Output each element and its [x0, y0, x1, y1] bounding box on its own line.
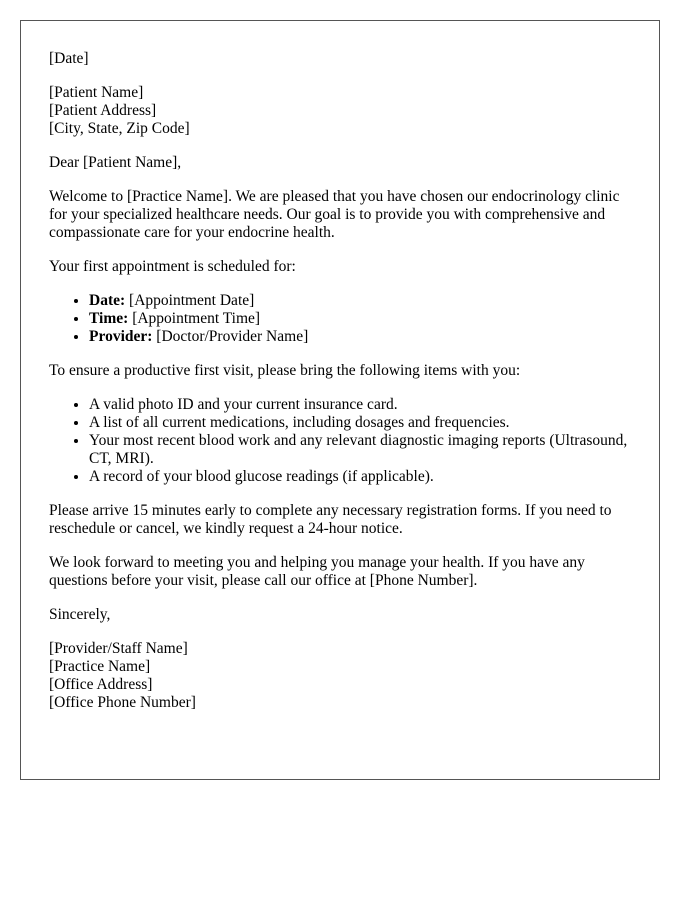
list-item: • A list of all current medications, including dosages and frequencies.: [89, 414, 631, 432]
appointment-time-item: [89, 310, 631, 328]
appointment-intro: Your first appointment is scheduled for:: [49, 258, 296, 275]
appointment-time-value: [Appointment Time]: [128, 310, 261, 327]
bring-items-intro: To ensure a productive first visit, please bring the following items with you:: [49, 362, 521, 379]
recipient-address: [Patient Address]: [49, 102, 157, 119]
recipient-address-block: [49, 84, 631, 138]
list-item: • A valid photo ID and your current insurance card.: [89, 396, 631, 414]
arrival-note: Please arrive 15 minutes early to complete any necessary registration forms. If you need to reschedule or cancel, we kindly request a 24-hour notice.: [49, 502, 612, 537]
signature-staff-name: [Provider/Staff Name]: [49, 640, 188, 657]
intro-paragraph: Welcome to [Practice Name]. We are pleased that you have chosen our endocrinology clinic for your specialized healthcare needs. Our goal is to provide you with comprehensive and compassionate care for your endocrine health.: [49, 188, 620, 241]
letter-date: [Date]: [49, 50, 89, 67]
appointment-time-label: Time:: [89, 310, 129, 327]
signature-block: [49, 640, 631, 712]
list-item: • A record of your blood glucose readings (if applicable).: [89, 468, 631, 486]
appointment-date-value: [Appointment Date]: [125, 292, 255, 309]
appointment-date-label: Date:: [89, 292, 126, 309]
recipient-name: [Patient Name]: [49, 84, 144, 101]
letter-page: [20, 20, 660, 780]
signature-practice-name: [Practice Name]: [49, 658, 151, 675]
list-item: • Your most recent blood work and any relevant diagnostic imaging reports (Ultrasound, CT, MRI).: [89, 432, 631, 468]
appointment-provider-label: Provider:: [89, 328, 153, 345]
sign-off: Sincerely,: [49, 606, 111, 623]
signature-office-address: [Office Address]: [49, 676, 153, 693]
salutation: Dear [Patient Name],: [49, 154, 182, 171]
appointment-provider-value: [Doctor/Provider Name]: [152, 328, 309, 345]
appointment-details-list: [49, 292, 631, 346]
signature-office-phone: [Office Phone Number]: [49, 694, 196, 711]
recipient-city-state-zip: [City, State, Zip Code]: [49, 120, 190, 137]
closing-note: We look forward to meeting you and helping you manage your health. If you have any questions before your visit, please call our office at [Phone Number].: [49, 554, 585, 589]
bring-items-list: [49, 396, 631, 486]
appointment-date-item: [89, 292, 631, 310]
appointment-provider-item: [89, 328, 631, 346]
